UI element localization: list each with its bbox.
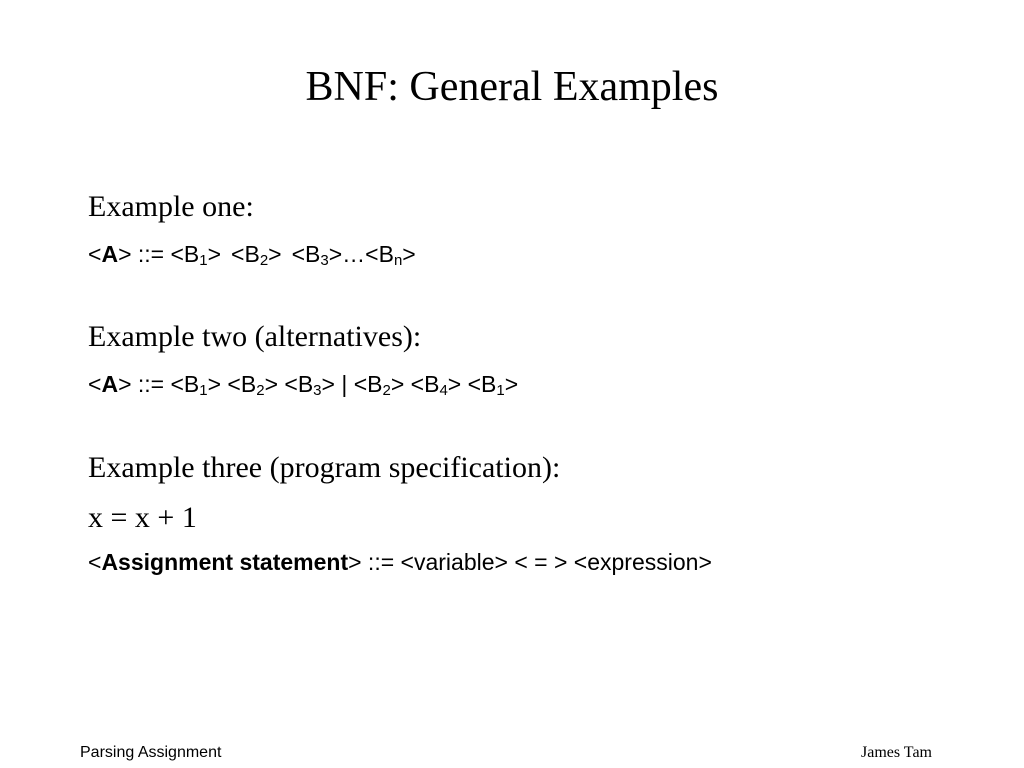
subscript: 4 — [439, 382, 448, 399]
rule-text: > <B — [447, 371, 497, 397]
subscript: 3 — [313, 382, 322, 399]
example-three-rule — [88, 548, 712, 576]
subscript: 1 — [199, 382, 208, 399]
example-one-heading: Example one: — [88, 190, 254, 223]
rule-text: > ::= <variable> < = > <expression> — [348, 549, 712, 575]
subscript: 1 — [496, 382, 505, 399]
footer-right-text: James Tam — [860, 744, 932, 761]
example-two-heading: Example two (alternatives): — [88, 320, 422, 353]
rule-text: > ::= <B — [118, 371, 200, 397]
example-two-rule — [88, 370, 518, 398]
example-one-rule — [88, 240, 416, 268]
subscript: n — [393, 252, 403, 269]
rule-text: >…<B — [328, 241, 394, 267]
footer-left-text: Parsing Assignment — [80, 744, 222, 761]
rule-text: < — [88, 241, 102, 267]
rule-text: > — [207, 241, 222, 267]
example-three-code: x = x + 1 — [88, 501, 197, 534]
rule-lhs: Assignment statement — [101, 549, 349, 575]
rule-text: > — [268, 241, 282, 267]
subscript: 3 — [320, 252, 329, 269]
rule-text: > — [504, 371, 519, 397]
rule-text: < — [88, 371, 102, 397]
subscript: 1 — [199, 252, 208, 269]
rule-lhs: A — [101, 371, 119, 397]
subscript: 2 — [259, 252, 269, 269]
subscript: 2 — [256, 382, 265, 399]
rule-text: > ::= <B — [118, 241, 200, 267]
rule-text: < — [88, 549, 102, 575]
example-three-heading: Example three (program specification): — [88, 451, 561, 484]
rule-text: > — [402, 241, 416, 267]
rule-text: > | <B — [321, 371, 383, 397]
rule-lhs: A — [101, 241, 119, 267]
rule-text: > <B — [264, 371, 314, 397]
rule-text: > <B — [390, 371, 440, 397]
rule-text: > <B — [207, 371, 257, 397]
rule-text: <B — [291, 241, 321, 267]
rule-text: <B — [231, 241, 260, 267]
slide-title: BNF: General Examples — [305, 64, 719, 110]
subscript: 2 — [382, 382, 391, 399]
